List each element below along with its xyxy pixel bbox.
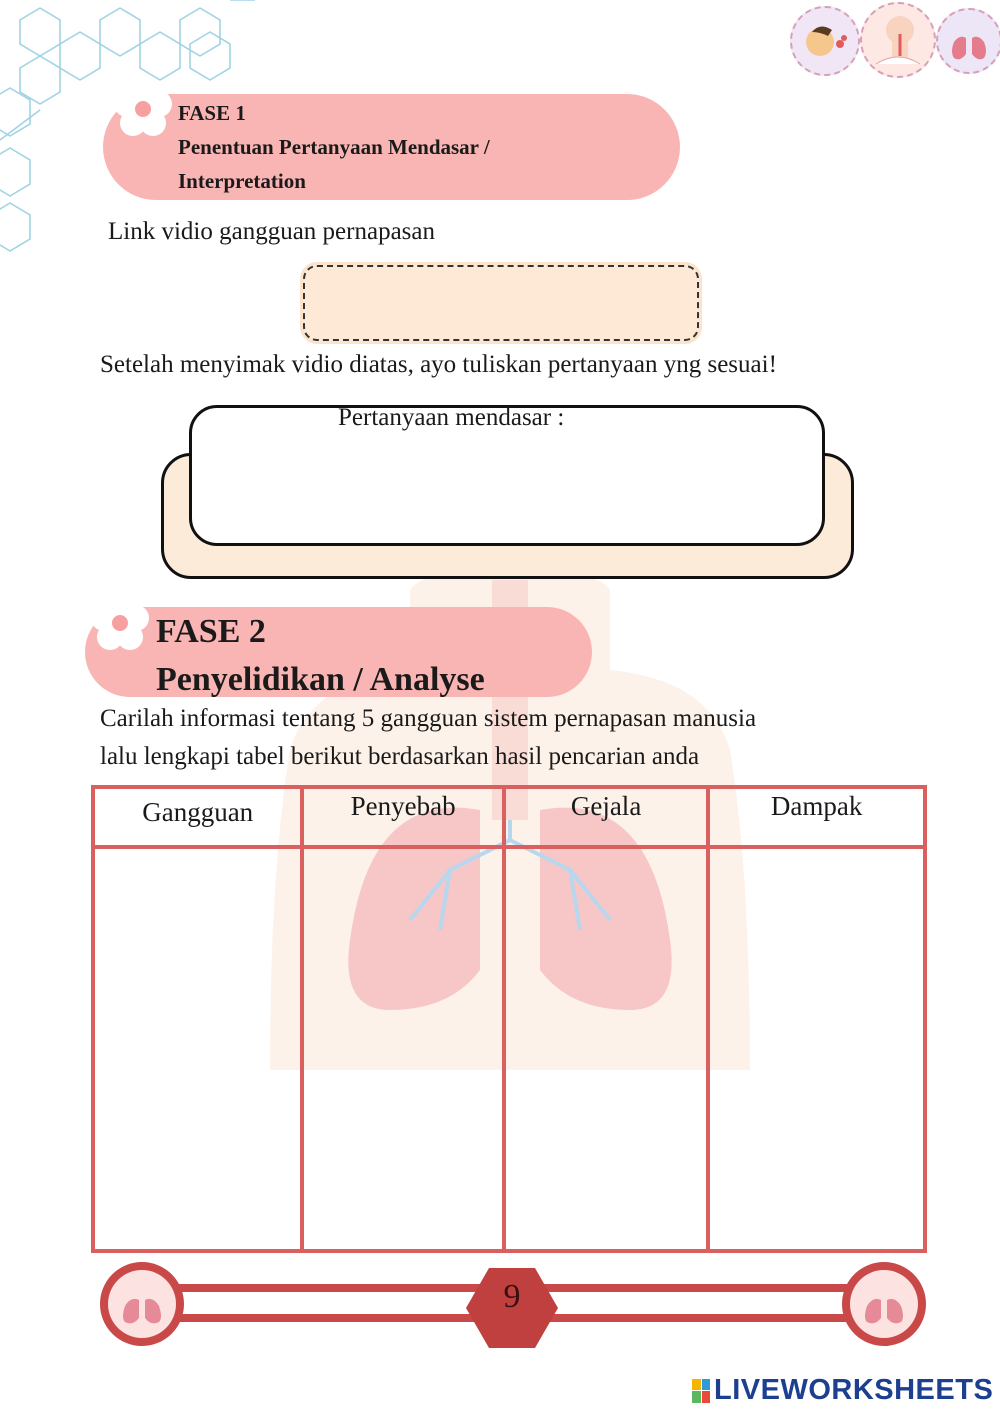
flower-icon [90, 592, 150, 652]
header-dampak: Dampak [708, 787, 925, 847]
footer-left-lungs [100, 1262, 184, 1346]
phase1-subtitle-line2: Interpretation [178, 169, 306, 193]
header-penyebab: Penyebab [302, 787, 503, 847]
lungs-icon [850, 1270, 918, 1338]
header-gejala: Gejala [504, 787, 708, 847]
instruction-line1: Carilah informasi tentang 5 gangguan sistem pernapasan manusia [100, 705, 757, 732]
header-gangguan: Gangguan [93, 787, 302, 847]
instruction-text: Setelah menyimak vidio diatas, ayo tuliskan pertanyaan yng sesuai! [100, 351, 777, 378]
footer-right-lungs [842, 1262, 926, 1346]
liveworksheets-logo [692, 1374, 993, 1407]
cell-gejala[interactable] [504, 847, 708, 1251]
watermark-text: LIVEWORKSHEETS [714, 1374, 994, 1406]
logo-icon [692, 1379, 710, 1403]
video-link-label: Link vidio gangguan pernapasan [108, 218, 435, 245]
phase1-subtitle-line1: Penentuan Pertanyaan Mendasar / [178, 135, 490, 159]
instruction-line2: lalu lengkapi tabel berikut berdasarkan hasil pencarian anda [100, 743, 700, 770]
cell-dampak[interactable] [708, 847, 925, 1251]
cell-gangguan[interactable] [93, 847, 302, 1251]
video-link-field[interactable] [303, 265, 699, 341]
table-header-row [93, 787, 925, 847]
throat-icon [860, 2, 936, 78]
phase2-subtitle: Penyelidikan / Analyse [156, 661, 485, 698]
cell-penyebab[interactable] [302, 847, 503, 1251]
flower-icon [113, 78, 173, 138]
lungs-icon [936, 8, 1000, 74]
lungs-icon [108, 1270, 176, 1338]
question-box-label: Pertanyaan mendasar : [338, 404, 565, 431]
page-number: 9 [503, 1278, 521, 1315]
disorder-table [91, 785, 927, 1253]
phase1-title: FASE 1 [178, 101, 246, 125]
table-row [93, 847, 925, 1251]
phase2-title: FASE 2 [156, 613, 266, 650]
cough-icon [790, 6, 860, 76]
